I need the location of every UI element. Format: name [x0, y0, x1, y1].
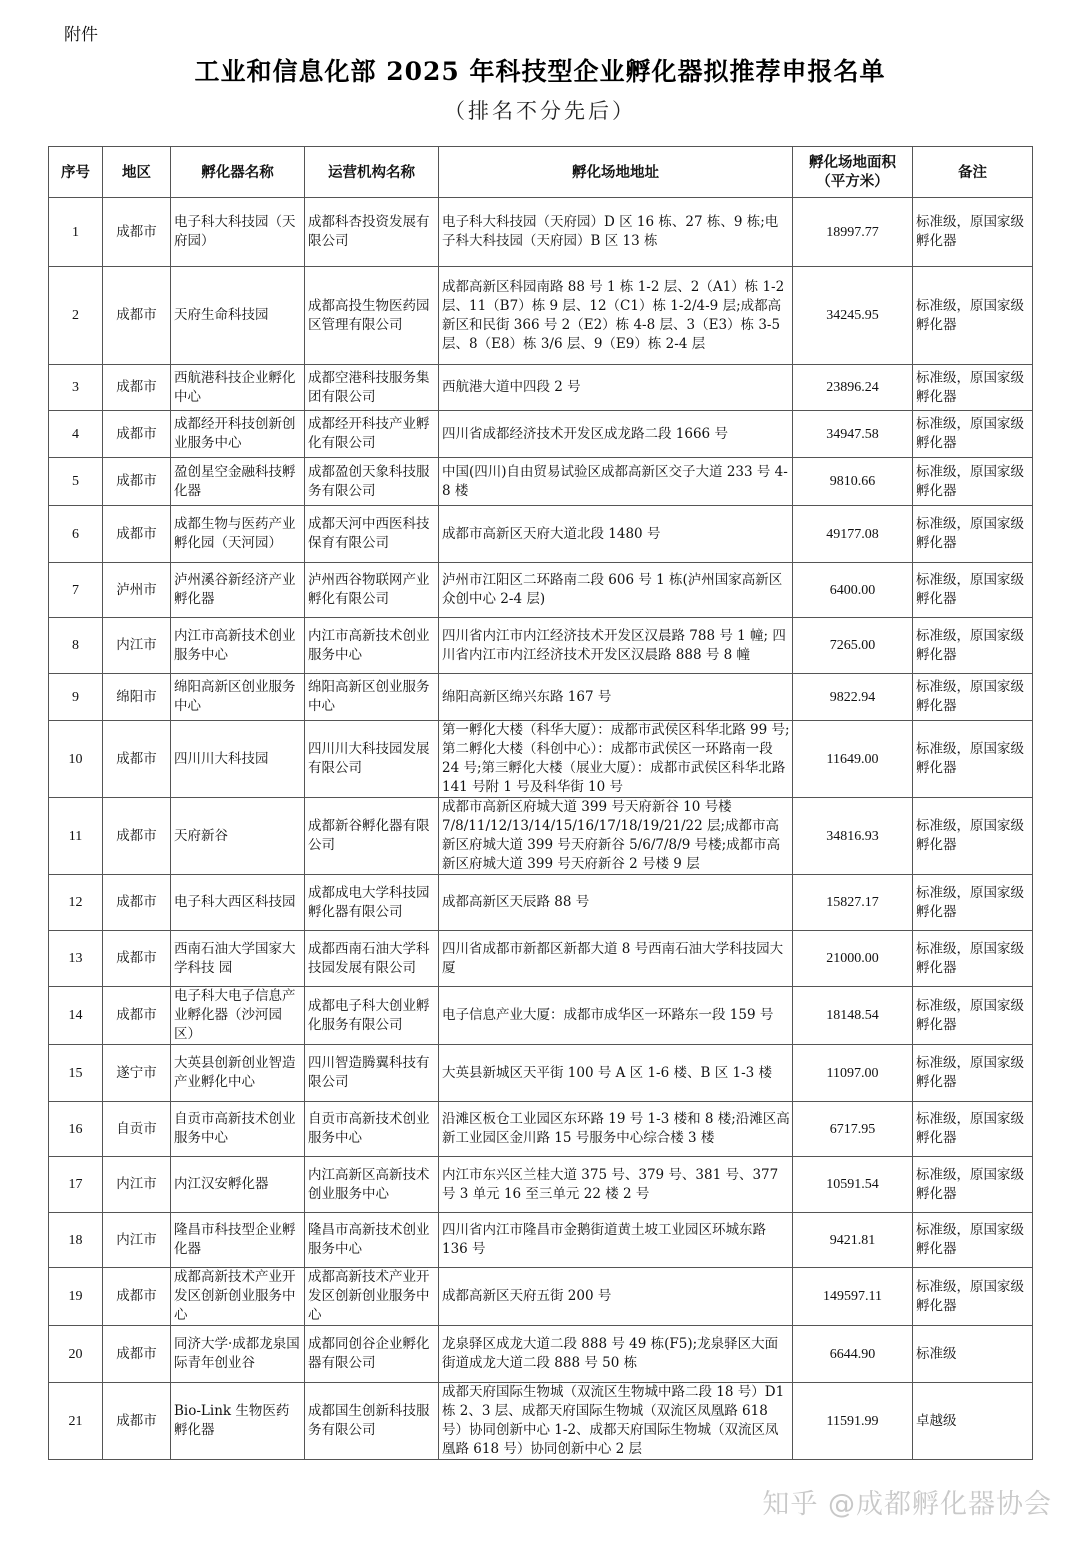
cell-address: 中国(四川)自由贸易试验区成都高新区交子大道 233 号 4-8 楼 — [439, 458, 793, 506]
cell-area: 18148.54 — [793, 987, 913, 1045]
table-header-row — [49, 147, 1033, 198]
cell-no: 19 — [49, 1268, 103, 1326]
attachment-label: 附件 — [64, 25, 98, 45]
cell-area: 11649.00 — [793, 721, 913, 798]
cell-no: 11 — [49, 798, 103, 875]
cell-address: 电子科大科技园（天府园）D 区 16 栋、27 栋、9 栋;电子科大科技园（天府园）B 区 13 栋 — [439, 198, 793, 267]
table-row — [49, 1213, 1033, 1268]
cell-area: 9421.81 — [793, 1213, 913, 1268]
cell-incubator: 四川川大科技园 — [171, 721, 305, 798]
cell-no: 16 — [49, 1102, 103, 1157]
cell-note: 标准级，原国家级孵化器 — [913, 931, 1033, 987]
cell-region: 成都市 — [103, 1326, 171, 1383]
cell-operator: 四川川大科技园发展有限公司 — [305, 721, 439, 798]
cell-area: 6644.90 — [793, 1326, 913, 1383]
cell-address: 绵阳高新区绵兴东路 167 号 — [439, 674, 793, 721]
cell-no: 13 — [49, 931, 103, 987]
cell-operator: 成都国生创新科技服务有限公司 — [305, 1383, 439, 1460]
cell-address: 成都市高新区府城大道 399 号天府新谷 10 号楼 7/8/11/12/13/14/15/16/17/18/19/21/22 层;成都市高新区府城大道 399 号天府新谷 5/6/7/8/9 号楼;成都市高新区府城大道 399 号天府新谷 2 号楼 9 层 — [439, 798, 793, 875]
cell-address: 成都高新区天府五街 200 号 — [439, 1268, 793, 1326]
cell-incubator: 电子科大电子信息产业孵化器（沙河园区） — [171, 987, 305, 1045]
cell-operator: 成都西南石油大学科技园发展有限公司 — [305, 931, 439, 987]
cell-incubator: 天府生命科技园 — [171, 267, 305, 365]
table-row — [49, 458, 1033, 506]
header-region: 地区 — [103, 147, 171, 198]
cell-incubator: 电子科大科技园（天府园） — [171, 198, 305, 267]
cell-region: 成都市 — [103, 987, 171, 1045]
cell-region: 成都市 — [103, 721, 171, 798]
cell-region: 自贡市 — [103, 1102, 171, 1157]
cell-no: 12 — [49, 875, 103, 931]
cell-note: 标准级，原国家级孵化器 — [913, 798, 1033, 875]
cell-region: 成都市 — [103, 365, 171, 411]
cell-note: 标准级 — [913, 1326, 1033, 1383]
cell-address: 四川省成都市新都区新都大道 8 号西南石油大学科技园大厦 — [439, 931, 793, 987]
cell-address: 成都高新区天辰路 88 号 — [439, 875, 793, 931]
cell-operator: 成都电子科大创业孵化服务有限公司 — [305, 987, 439, 1045]
cell-operator: 成都空港科技服务集团有限公司 — [305, 365, 439, 411]
cell-note: 标准级，原国家级孵化器 — [913, 721, 1033, 798]
cell-region: 成都市 — [103, 1268, 171, 1326]
header-area: 孵化场地面积（平方米） — [793, 147, 913, 198]
header-address: 孵化场地地址 — [439, 147, 793, 198]
cell-area: 34816.93 — [793, 798, 913, 875]
cell-region: 成都市 — [103, 267, 171, 365]
cell-note: 标准级，原国家级孵化器 — [913, 563, 1033, 618]
cell-incubator: 成都生物与医药产业孵化园（天河园） — [171, 506, 305, 563]
cell-note: 标准级，原国家级孵化器 — [913, 267, 1033, 365]
cell-region: 成都市 — [103, 1383, 171, 1460]
cell-address: 四川省内江市隆昌市金鹅街道黄土坡工业园区环城东路 136 号 — [439, 1213, 793, 1268]
cell-address: 成都高新区科园南路 88 号 1 栋 1-2 层、2（A1）栋 1-2 层、11（B7）栋 9 层、12（C1）栋 1-2/4-9 层;成都高新区和民街 366 号 2（E2）栋 4-8 层、3（E3）栋 3-5 层、8（E8）栋 3/6 层、9（E9）栋 2-4 层 — [439, 267, 793, 365]
header-note: 备注 — [913, 147, 1033, 198]
document-subtitle: （排名不分先后） — [444, 99, 636, 123]
incubator-table — [48, 146, 1033, 1460]
cell-area: 23896.24 — [793, 365, 913, 411]
cell-operator: 成都成电大学科技园孵化器有限公司 — [305, 875, 439, 931]
table-row — [49, 506, 1033, 563]
cell-incubator: 大英县创新创业智造产业孵化中心 — [171, 1045, 305, 1102]
cell-area: 6717.95 — [793, 1102, 913, 1157]
cell-incubator: 盈创星空金融科技孵化器 — [171, 458, 305, 506]
cell-operator: 成都天河中西医科技保育有限公司 — [305, 506, 439, 563]
table-row — [49, 931, 1033, 987]
cell-operator: 自贡市高新技术创业服务中心 — [305, 1102, 439, 1157]
cell-address: 大英县新城区天平街 100 号 A 区 1-6 楼、B 区 1-3 楼 — [439, 1045, 793, 1102]
cell-operator: 成都盈创天象科技服务有限公司 — [305, 458, 439, 506]
cell-operator: 泸州西谷物联网产业孵化有限公司 — [305, 563, 439, 618]
cell-no: 17 — [49, 1157, 103, 1213]
cell-region: 成都市 — [103, 506, 171, 563]
table-row — [49, 1157, 1033, 1213]
cell-operator: 隆昌市高新技术创业服务中心 — [305, 1213, 439, 1268]
cell-area: 11097.00 — [793, 1045, 913, 1102]
cell-address: 四川省成都经济技术开发区成龙路二段 1666 号 — [439, 411, 793, 458]
cell-note: 标准级，原国家级孵化器 — [913, 1157, 1033, 1213]
cell-region: 成都市 — [103, 411, 171, 458]
table-row — [49, 365, 1033, 411]
cell-region: 成都市 — [103, 458, 171, 506]
cell-note: 标准级，原国家级孵化器 — [913, 1045, 1033, 1102]
cell-incubator: 隆昌市科技型企业孵化器 — [171, 1213, 305, 1268]
cell-area: 9822.94 — [793, 674, 913, 721]
cell-area: 149597.11 — [793, 1268, 913, 1326]
cell-note: 标准级，原国家级孵化器 — [913, 875, 1033, 931]
cell-area: 34245.95 — [793, 267, 913, 365]
cell-region: 内江市 — [103, 1157, 171, 1213]
cell-note: 标准级，原国家级孵化器 — [913, 1268, 1033, 1326]
cell-no: 15 — [49, 1045, 103, 1102]
table-row — [49, 875, 1033, 931]
cell-incubator: 内江市高新技术创业服务中心 — [171, 618, 305, 674]
table-row — [49, 674, 1033, 721]
cell-incubator: 同济大学·成都龙泉国际青年创业谷 — [171, 1326, 305, 1383]
cell-operator: 成都经开科技产业孵化有限公司 — [305, 411, 439, 458]
table-row — [49, 987, 1033, 1045]
table-row — [49, 798, 1033, 875]
cell-area: 7265.00 — [793, 618, 913, 674]
cell-incubator: 泸州溪谷新经济产业孵化器 — [171, 563, 305, 618]
header-incubator: 孵化器名称 — [171, 147, 305, 198]
cell-area: 15827.17 — [793, 875, 913, 931]
incubator-table-container — [48, 146, 1033, 1460]
cell-note: 标准级，原国家级孵化器 — [913, 987, 1033, 1045]
cell-no: 8 — [49, 618, 103, 674]
cell-address: 电子信息产业大厦：成都市成华区一环路东一段 159 号 — [439, 987, 793, 1045]
cell-incubator: 电子科大西区科技园 — [171, 875, 305, 931]
cell-address: 内江市东兴区兰桂大道 375 号、379 号、381 号、377 号 3 单元 16 至三单元 22 楼 2 号 — [439, 1157, 793, 1213]
cell-address: 第一孵化大楼（科华大厦）：成都市武侯区科华北路 99 号;第二孵化大楼（科创中心）：成都市武侯区一环路南一段 24 号;第三孵化大楼（展业大厦）：成都市武侯区科华北路 141 号附 1 号及科华街 10 号 — [439, 721, 793, 798]
cell-no: 20 — [49, 1326, 103, 1383]
cell-no: 5 — [49, 458, 103, 506]
cell-note: 标准级，原国家级孵化器 — [913, 1102, 1033, 1157]
cell-area: 18997.77 — [793, 198, 913, 267]
cell-address: 龙泉驿区成龙大道二段 888 号 49 栋(F5);龙泉驿区大面街道成龙大道二段 888 号 50 栋 — [439, 1326, 793, 1383]
cell-no: 3 — [49, 365, 103, 411]
cell-no: 2 — [49, 267, 103, 365]
cell-address: 泸州市江阳区二环路南二段 606 号 1 栋(泸州国家高新区众创中心 2-4 层) — [439, 563, 793, 618]
cell-region: 内江市 — [103, 1213, 171, 1268]
cell-address: 成都市高新区天府大道北段 1480 号 — [439, 506, 793, 563]
cell-incubator: 自贡市高新技术创业服务中心 — [171, 1102, 305, 1157]
header-no: 序号 — [49, 147, 103, 198]
cell-address: 成都天府国际生物城（双流区生物城中路二段 18 号）D1 栋 2、3 层、成都天府国际生物城（双流区凤凰路 618 号）协同创新中心 1-2、成都天府国际生物城（双流区凤凰路 618 号）协同创新中心 2 层 — [439, 1383, 793, 1460]
cell-operator: 四川智造腾翼科技有限公司 — [305, 1045, 439, 1102]
cell-area: 34947.58 — [793, 411, 913, 458]
table-row — [49, 1268, 1033, 1326]
cell-region: 成都市 — [103, 198, 171, 267]
cell-region: 成都市 — [103, 875, 171, 931]
cell-area: 21000.00 — [793, 931, 913, 987]
table-row — [49, 721, 1033, 798]
cell-address: 沿滩区板仓工业园区东环路 19 号 1-3 楼和 8 楼;沿滩区高新工业园区金川路 15 号服务中心综合楼 3 楼 — [439, 1102, 793, 1157]
cell-region: 成都市 — [103, 798, 171, 875]
cell-no: 9 — [49, 674, 103, 721]
table-row — [49, 618, 1033, 674]
table-row — [49, 1383, 1033, 1460]
table-body — [49, 198, 1033, 1460]
cell-note: 标准级，原国家级孵化器 — [913, 458, 1033, 506]
cell-note: 标准级，原国家级孵化器 — [913, 674, 1033, 721]
table-row — [49, 1326, 1033, 1383]
table-row — [49, 267, 1033, 365]
cell-incubator: 西航港科技企业孵化中心 — [171, 365, 305, 411]
table-row — [49, 1045, 1033, 1102]
cell-no: 14 — [49, 987, 103, 1045]
cell-no: 1 — [49, 198, 103, 267]
cell-area: 9810.66 — [793, 458, 913, 506]
cell-incubator: 成都经开科技创新创业服务中心 — [171, 411, 305, 458]
cell-address: 西航港大道中四段 2 号 — [439, 365, 793, 411]
cell-note: 标准级，原国家级孵化器 — [913, 618, 1033, 674]
cell-operator: 成都高投生物医药园区管理有限公司 — [305, 267, 439, 365]
table-row — [49, 198, 1033, 267]
cell-area: 11591.99 — [793, 1383, 913, 1460]
cell-area: 6400.00 — [793, 563, 913, 618]
cell-region: 绵阳市 — [103, 674, 171, 721]
cell-note: 标准级，原国家级孵化器 — [913, 198, 1033, 267]
cell-operator: 内江市高新技术创业服务中心 — [305, 618, 439, 674]
cell-incubator: 天府新谷 — [171, 798, 305, 875]
cell-operator: 成都科杏投资发展有限公司 — [305, 198, 439, 267]
cell-note: 卓越级 — [913, 1383, 1033, 1460]
cell-incubator: 绵阳高新区创业服务中心 — [171, 674, 305, 721]
header-operator: 运营机构名称 — [305, 147, 439, 198]
table-row — [49, 1102, 1033, 1157]
cell-no: 10 — [49, 721, 103, 798]
cell-region: 泸州市 — [103, 563, 171, 618]
cell-note: 标准级，原国家级孵化器 — [913, 365, 1033, 411]
cell-area: 49177.08 — [793, 506, 913, 563]
table-row — [49, 411, 1033, 458]
cell-no: 18 — [49, 1213, 103, 1268]
cell-note: 标准级，原国家级孵化器 — [913, 506, 1033, 563]
cell-area: 10591.54 — [793, 1157, 913, 1213]
cell-note: 标准级，原国家级孵化器 — [913, 1213, 1033, 1268]
cell-region: 内江市 — [103, 618, 171, 674]
cell-operator: 内江高新区高新技术创业服务中心 — [305, 1157, 439, 1213]
cell-incubator: Bio-Link 生物医药孵化器 — [171, 1383, 305, 1460]
cell-region: 遂宁市 — [103, 1045, 171, 1102]
cell-operator: 成都高新技术产业开发区创新创业服务中心 — [305, 1268, 439, 1326]
table-row — [49, 563, 1033, 618]
cell-incubator: 成都高新技术产业开发区创新创业服务中心 — [171, 1268, 305, 1326]
cell-operator: 成都新谷孵化器有限公司 — [305, 798, 439, 875]
watermark: 知乎 @成都孵化器协会 — [762, 1489, 1052, 1520]
cell-operator: 成都同创谷企业孵化器有限公司 — [305, 1326, 439, 1383]
cell-no: 4 — [49, 411, 103, 458]
cell-note: 标准级，原国家级孵化器 — [913, 411, 1033, 458]
cell-no: 6 — [49, 506, 103, 563]
cell-no: 7 — [49, 563, 103, 618]
cell-incubator: 西南石油大学国家大学科技 园 — [171, 931, 305, 987]
cell-region: 成都市 — [103, 931, 171, 987]
cell-address: 四川省内江市内江经济技术开发区汉晨路 788 号 1 幢; 四川省内江市内江经济技术开发区汉晨路 888 号 8 幢 — [439, 618, 793, 674]
cell-operator: 绵阳高新区创业服务中心 — [305, 674, 439, 721]
document-title: 工业和信息化部 2025 年科技型企业孵化器拟推荐申报名单 — [194, 57, 886, 86]
cell-incubator: 内江汉安孵化器 — [171, 1157, 305, 1213]
cell-no: 21 — [49, 1383, 103, 1460]
